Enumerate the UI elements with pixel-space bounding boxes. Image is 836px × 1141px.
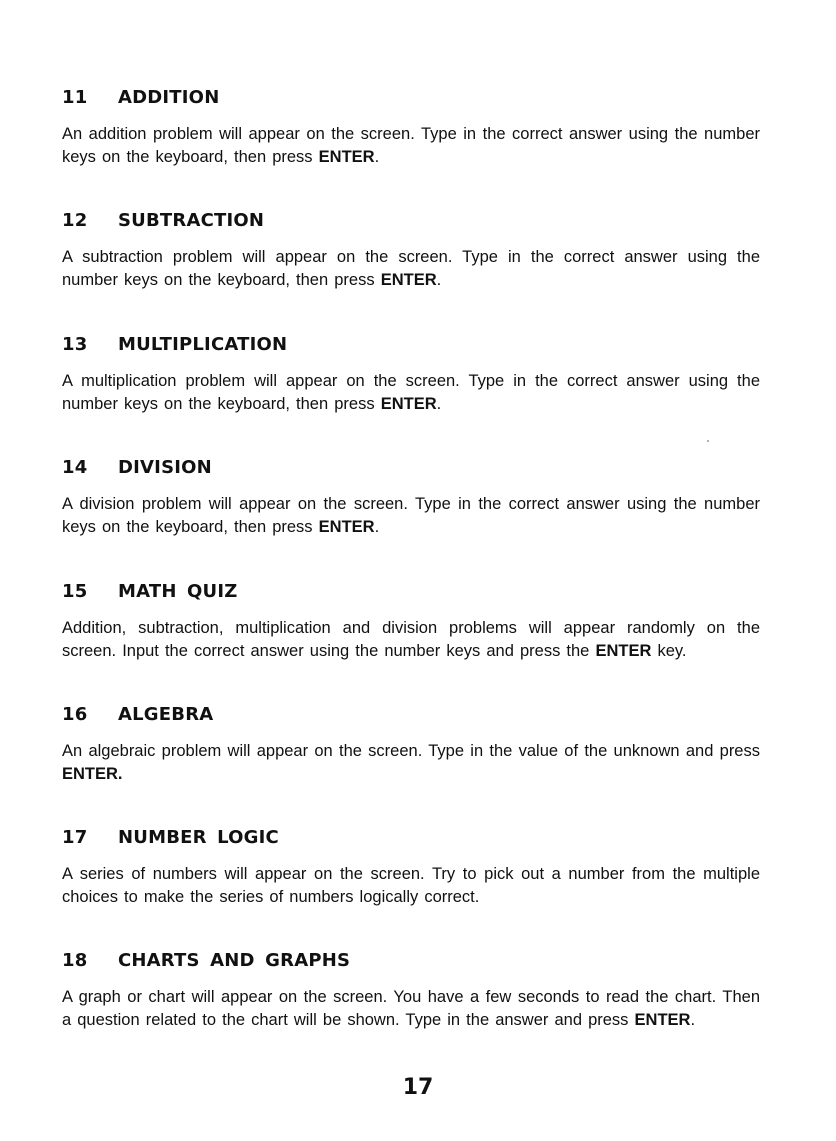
section-number: 16 [62, 704, 88, 725]
section-number: 12 [62, 210, 88, 231]
enter-key-label: ENTER [595, 641, 652, 660]
enter-key-label: ENTER. [62, 764, 123, 783]
description-text: Addition, subtraction, multiplication and division problems will appear randomly on the screen. Input the correct answer using the number keys and press the [62, 619, 760, 660]
section-heading [62, 333, 760, 357]
section-charts-and-graphs [62, 949, 760, 1031]
section-heading [62, 580, 760, 604]
section-number: 17 [62, 827, 88, 848]
section-heading [62, 826, 760, 850]
description-text-end: . [374, 147, 380, 166]
description-text: A division problem will appear on the screen. Type in the correct answer using the number keys on the keyboard, then press [62, 495, 760, 536]
enter-key-label: ENTER [380, 270, 437, 289]
description-text: An addition problem will appear on the screen. Type in the correct answer using the number keys on the keyboard, then press [62, 125, 760, 166]
section-math-quiz [62, 580, 760, 662]
page-number: 17 [402, 1075, 434, 1100]
section-description [62, 123, 760, 168]
description-text: A series of numbers will appear on the screen. Try to pick out a number from the multiple choices to make the series of numbers logically correct. [62, 865, 760, 906]
section-number: 14 [62, 457, 88, 478]
section-heading [62, 86, 760, 110]
section-heading [62, 703, 760, 727]
description-text: A graph or chart will appear on the screen. You have a few seconds to read the chart. Then a question related to the chart will be shown. Type in the answer and press [62, 988, 760, 1029]
section-title: DIVISION [118, 457, 212, 478]
section-number: 13 [62, 334, 88, 355]
enter-key-label: ENTER [318, 147, 375, 166]
section-heading [62, 456, 760, 480]
enter-key-label: ENTER [634, 1010, 691, 1029]
section-description [62, 246, 760, 291]
enter-key-label: ENTER [380, 394, 437, 413]
description-text-end: . [374, 517, 380, 536]
section-subtraction [62, 209, 760, 291]
description-text: An algebraic problem will appear on the screen. Type in the value of the unknown and press [62, 742, 760, 760]
section-number-logic [62, 826, 760, 908]
section-addition [62, 86, 760, 168]
section-number: 18 [62, 950, 88, 971]
section-heading [62, 209, 760, 233]
section-title: ADDITION [118, 87, 220, 108]
section-description [62, 740, 760, 785]
section-number: 11 [62, 87, 88, 108]
description-text-end: . [436, 394, 442, 413]
section-multiplication [62, 333, 760, 415]
scan-speck [707, 440, 709, 442]
section-title: NUMBER LOGIC [118, 827, 279, 848]
section-description [62, 617, 760, 662]
section-description [62, 493, 760, 538]
section-title: SUBTRACTION [118, 210, 265, 231]
section-title: MULTIPLICATION [118, 334, 288, 355]
section-description [62, 863, 760, 908]
section-description [62, 986, 760, 1031]
section-title: CHARTS AND GRAPHS [118, 950, 351, 971]
section-description [62, 370, 760, 415]
description-text-end: . [436, 270, 442, 289]
section-title: ALGEBRA [118, 704, 214, 725]
section-division [62, 456, 760, 538]
description-text: A multiplication problem will appear on the screen. Type in the correct answer using the number keys on the keyboard, then press [62, 372, 760, 413]
section-number: 15 [62, 581, 88, 602]
description-text: A subtraction problem will appear on the screen. Type in the correct answer using the number keys on the keyboard, then press [62, 248, 760, 289]
section-title: MATH QUIZ [118, 581, 238, 602]
description-text-end: . [690, 1010, 696, 1029]
section-heading [62, 949, 760, 973]
description-text-end: key. [651, 641, 687, 660]
section-algebra [62, 703, 760, 785]
enter-key-label: ENTER [318, 517, 375, 536]
